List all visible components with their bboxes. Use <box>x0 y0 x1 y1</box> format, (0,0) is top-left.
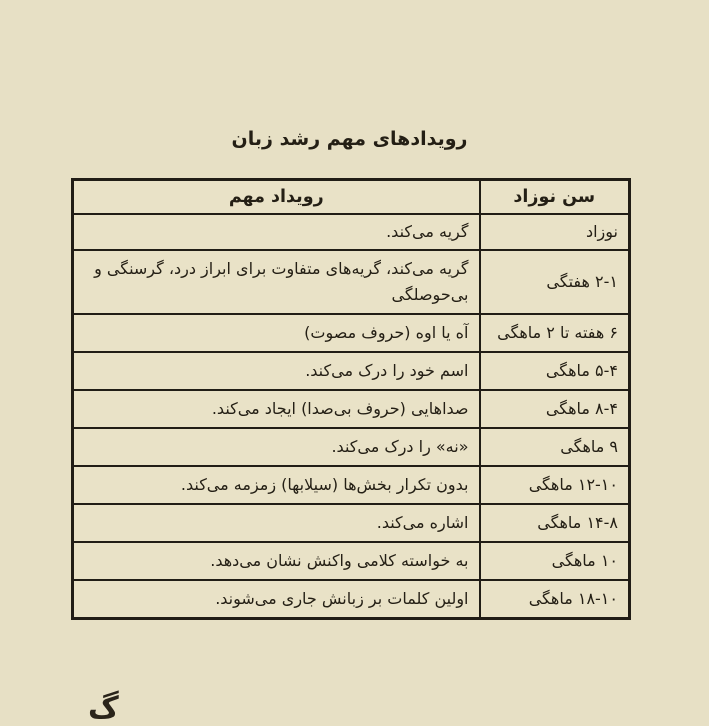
event-cell: به خواسته کلامی واکنش نشان می‌دهد. <box>73 542 480 580</box>
age-cell: ۶ هفته تا ۲ ماهگی <box>480 314 630 352</box>
event-cell: بدون تکرار بخش‌ها (سیلابها) زمزمه می‌کند. <box>73 466 480 504</box>
table-row <box>73 390 630 428</box>
event-cell: اولین کلمات بر زبانش جاری می‌شوند. <box>73 580 480 618</box>
event-cell: «نه» را درک می‌کند. <box>73 428 480 466</box>
age-column-header: سن نوزاد <box>480 180 630 215</box>
table-row <box>73 214 630 250</box>
age-cell: ۲-۱ هفتگی <box>480 250 630 314</box>
table-row <box>73 428 630 466</box>
page-title: رویدادهای مهم رشد زبان <box>231 128 468 150</box>
event-column-header: رویداد مهم <box>73 180 480 215</box>
event-cell: گریه می‌کند. <box>73 214 480 250</box>
age-cell: ۹ ماهگی <box>480 428 630 466</box>
age-cell: ۱۴-۸ ماهگی <box>480 504 630 542</box>
event-cell: صداهایی (حروف بی‌صدا) ایجاد می‌کند. <box>73 390 480 428</box>
age-cell: ۱۲-۱۰ ماهگی <box>480 466 630 504</box>
age-cell: ۸-۴ ماهگی <box>480 390 630 428</box>
table-row <box>73 542 630 580</box>
table-header-row <box>73 180 630 215</box>
table-row <box>73 504 630 542</box>
table-row <box>73 352 630 390</box>
table-row <box>73 466 630 504</box>
age-cell: نوزاد <box>480 214 630 250</box>
event-cell: آه یا اوه (حروف مصوت) <box>73 314 480 352</box>
clipped-glyph-artifact: گ <box>88 691 119 726</box>
age-cell: ۱۰ ماهگی <box>480 542 630 580</box>
age-cell: ۱۸-۱۰ ماهگی <box>480 580 630 618</box>
table-row <box>73 250 630 314</box>
table-row <box>73 314 630 352</box>
table-row <box>73 580 630 618</box>
event-cell: گریه می‌کند، گریه‌های متفاوت برای ابراز درد، گرسنگی و بی‌حوصلگی <box>73 250 480 314</box>
milestones-table <box>71 178 631 620</box>
event-cell: اسم خود را درک می‌کند. <box>73 352 480 390</box>
event-cell: اشاره می‌کند. <box>73 504 480 542</box>
age-cell: ۵-۴ ماهگی <box>480 352 630 390</box>
